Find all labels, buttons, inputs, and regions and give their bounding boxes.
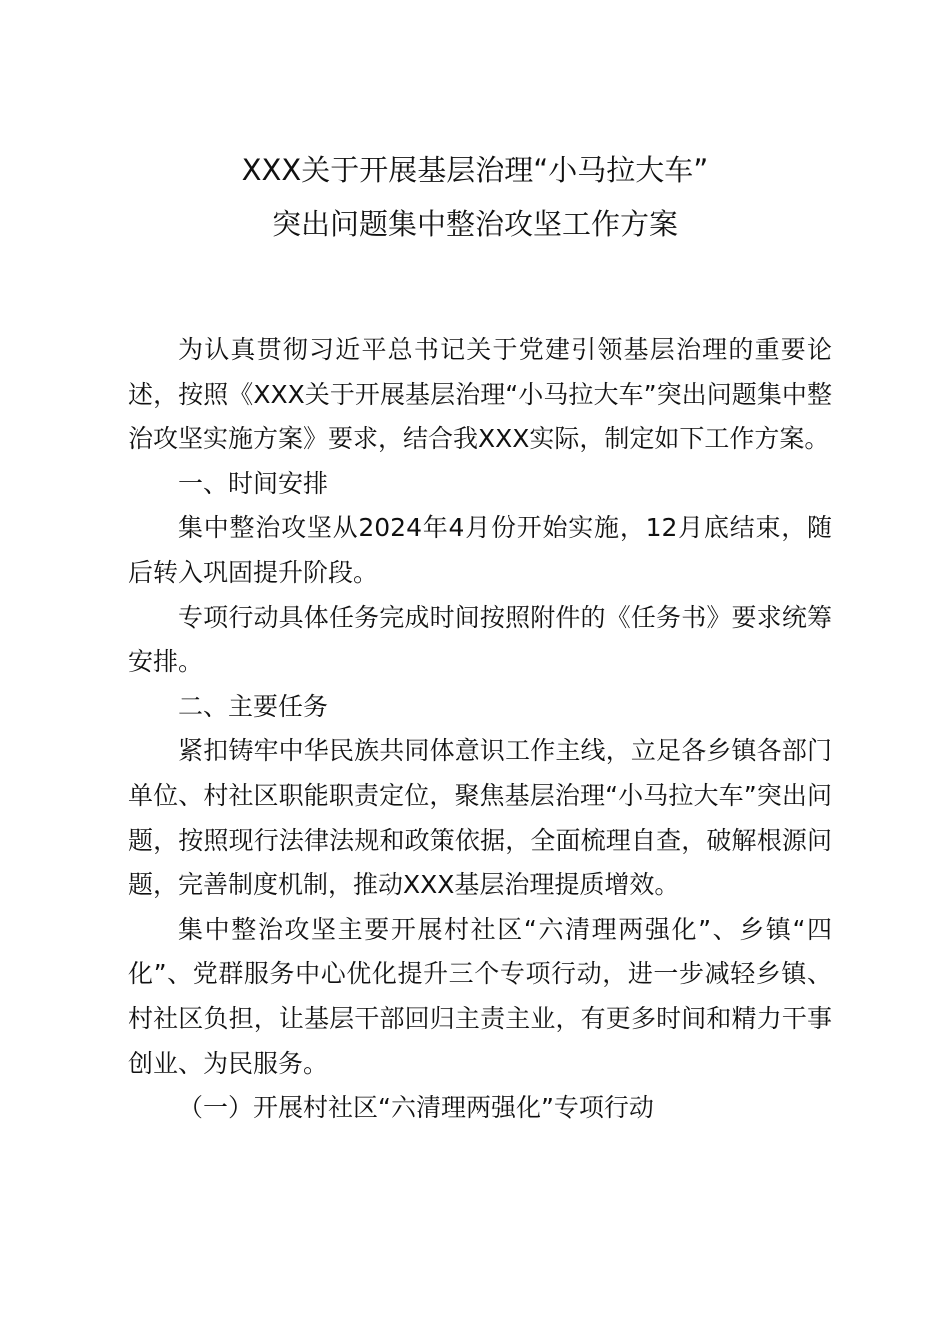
special-actions-paragraph: 集中整治攻坚主要开展村社区“六清理两强化”、乡镇“四化”、党群服务中心优化提升三个专项行动，进一步减轻乡镇、村社区负担，让基层干部回归主责主业，有更多时间和精力干事创业、为民服务。 (128, 914, 832, 1078)
title-line-2: 突出问题集中整治攻坚工作方案 (271, 207, 678, 241)
title-line-1: XXX关于开展基层治理“小马拉大车” (241, 153, 709, 187)
document-body (128, 328, 832, 1131)
document-title (0, 150, 950, 244)
section-heading-main-tasks: 二、主要任务 (178, 691, 329, 721)
main-tasks-paragraph: 紧扣铸牢中华民族共同体意识工作主线，立足各乡镇各部门单位、村社区职能职责定位，聚焦基层治理“小马拉大车”突出问题，按照现行法律法规和政策依据，全面梳理自查，破解根源问题，完善制度机制，推动XXX基层治理提质增效。 (128, 736, 832, 900)
section-heading-schedule: 一、时间安排 (178, 468, 329, 498)
schedule-paragraph: 集中整治攻坚从2024年4月份开始实施，12月底结束，随后转入巩固提升阶段。 (128, 513, 832, 587)
intro-paragraph: 为认真贯彻习近平总书记关于党建引领基层治理的重要论述，按照《XXX关于开展基层治理“小马拉大车”突出问题集中整治攻坚实施方案》要求，结合我XXX实际，制定如下工作方案。 (128, 335, 832, 454)
task-deadline-paragraph: 专项行动具体任务完成时间按照附件的《任务书》要求统筹安排。 (128, 602, 832, 677)
subsection-heading-1: （一）开展村社区“六清理两强化”专项行动 (178, 1093, 654, 1123)
